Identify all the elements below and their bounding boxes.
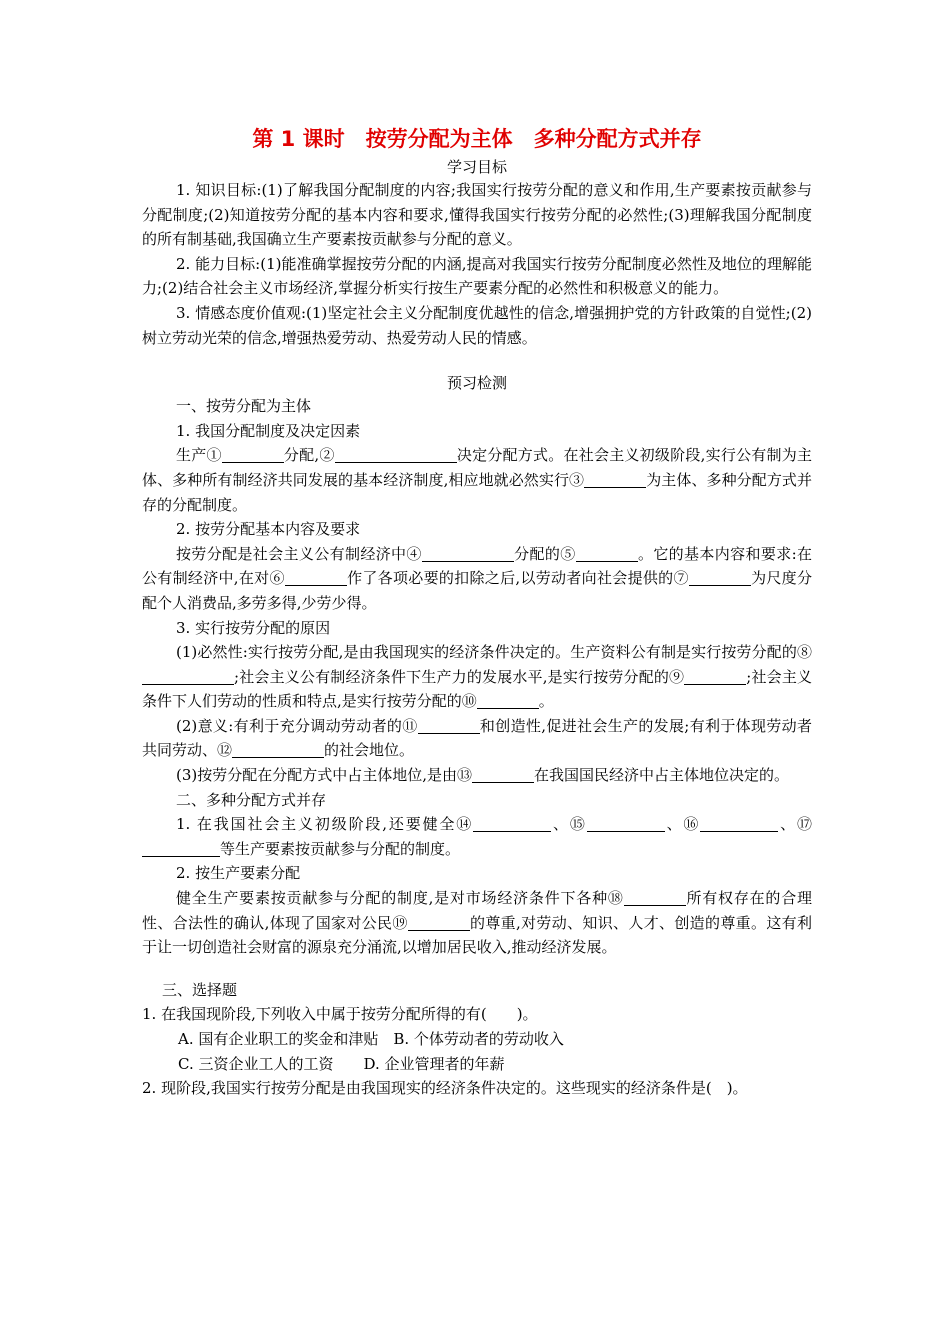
question-1: 1. 在我国现阶段,下列收入中属于按劳分配所得的有( )。: [142, 1005, 538, 1024]
blank-9[interactable]: [684, 668, 746, 685]
blank-12[interactable]: [232, 741, 324, 758]
blank-5[interactable]: [576, 545, 638, 562]
blank-17[interactable]: [142, 840, 220, 857]
blank-11[interactable]: [418, 717, 480, 734]
blank-15[interactable]: [587, 815, 665, 832]
fill-paragraph-6: 1. 在我国社会主义初级阶段,还要健全⑭ 、⑮ 、⑯ 、⑰等生产要素按贡献参与分配的制度。: [142, 812, 812, 861]
blank-10[interactable]: [477, 692, 539, 709]
blank-2[interactable]: [335, 446, 457, 463]
preview-heading: 预习检测: [446, 374, 507, 393]
goals-heading: 学习目标: [446, 158, 507, 176]
blank-13[interactable]: [472, 766, 534, 783]
blank-18[interactable]: [624, 889, 686, 906]
goal-ability: 2. 能力目标:(1)能准确掌握按劳分配的内涵,提高对我国实行按劳分配制度必然性及地位的理解能力;(2)结合社会主义市场经济,掌握分析实行按生产要素分配的必然性和积极意义的能力。: [142, 254, 812, 298]
blank-19[interactable]: [408, 914, 470, 931]
fill-paragraph-5: (3)按劳分配在分配方式中占主体地位,是由⑬ 在我国国民经济中占主体地位决定的。: [176, 766, 790, 785]
blank-16[interactable]: [700, 815, 778, 832]
lesson-title: 第 1 课时 按劳分配为主体 多种分配方式并存: [252, 127, 702, 151]
blank-6[interactable]: [285, 569, 347, 586]
goal-knowledge: 1. 知识目标:(1)了解我国分配制度的内容;我国实行按劳分配的意义和作用,生产要素按贡献参与分配制度;(2)知道按劳分配的基本内容和要求,懂得我国实行按劳分配的必然性;(3)理解我国分配制度的所有制基础,我国确立生产要素按贡献参与分配的意义。: [142, 181, 812, 249]
blank-7[interactable]: [689, 569, 751, 586]
blank-3[interactable]: [584, 471, 646, 488]
section-3-heading: 三、选择题: [162, 980, 238, 999]
fill-paragraph-7: 健全生产要素按贡献参与分配的制度,是对市场经济条件下各种⑱ 所有权存在的合理性、合法性的确认,体现了国家对公民⑲ 的尊重,对劳动、知识、人才、创造的尊重。这有利于让一切创造社会财富的源泉充分涌流,以增加居民收入,推动经济发展。: [142, 889, 812, 957]
section-1-heading: 一、按劳分配为主体: [176, 397, 312, 416]
fill-paragraph-1: 生产① 分配,② 决定分配方式。在社会主义初级阶段,实行公有制为主体、多种所有制经济共同发展的基本经济制度,相应地就必然实行③ 为主体、多种分配方式并存的分配制度。: [142, 446, 812, 514]
subheading-1-3: 3. 实行按劳分配的原因: [176, 618, 331, 637]
blank-8[interactable]: [142, 668, 234, 685]
blank-1[interactable]: [222, 446, 284, 463]
question-2: 2. 现阶段,我国实行按劳分配是由我国现实的经济条件决定的。这些现实的经济条件是( )。: [142, 1079, 748, 1098]
question-1-options-cd: C. 三资企业工人的工资 D. 企业管理者的年薪: [178, 1054, 505, 1073]
subheading-1-1: 1. 我国分配制度及决定因素: [176, 421, 361, 440]
section-2-heading: 二、多种分配方式并存: [176, 790, 327, 809]
fill-paragraph-2: 按劳分配是社会主义公有制经济中④ 分配的⑤ 。它的基本内容和要求:在公有制经济中,在对⑥ 作了各项必要的扣除之后,以劳动者向社会提供的⑦ 为尺度分配个人消费品,多劳多得,少劳少得。: [142, 544, 812, 612]
worksheet-page: [142, 118, 812, 1101]
blank-14[interactable]: [473, 815, 551, 832]
subheading-2-2: 2. 按生产要素分配: [176, 864, 301, 883]
subheading-1-2: 2. 按劳分配基本内容及要求: [176, 520, 361, 539]
goal-attitude: 3. 情感态度价值观:(1)坚定社会主义分配制度优越性的信念,增强拥护党的方针政策的自觉性;(2)树立劳动光荣的信念,增强热爱劳动、热爱劳动人民的情感。: [142, 303, 812, 347]
fill-paragraph-4: (2)意义:有利于充分调动劳动者的⑪ 和创造性,促进社会生产的发展;有利于体现劳动者共同劳动、⑫ 的社会地位。: [142, 716, 813, 760]
blank-4[interactable]: [422, 545, 514, 562]
fill-paragraph-3: (1)必然性:实行按劳分配,是由我国现实的经济条件决定的。生产资料公有制是实行按劳分配的⑧;社会主义公有制经济条件下生产力的发展水平,是实行按劳分配的⑨ ;社会主义条件下人们劳动的性质和特点,是实行按劳分配的⑩ 。: [142, 643, 813, 711]
question-1-options-ab: A. 国有企业职工的奖金和津贴 B. 个体劳动者的劳动收入: [178, 1030, 564, 1048]
